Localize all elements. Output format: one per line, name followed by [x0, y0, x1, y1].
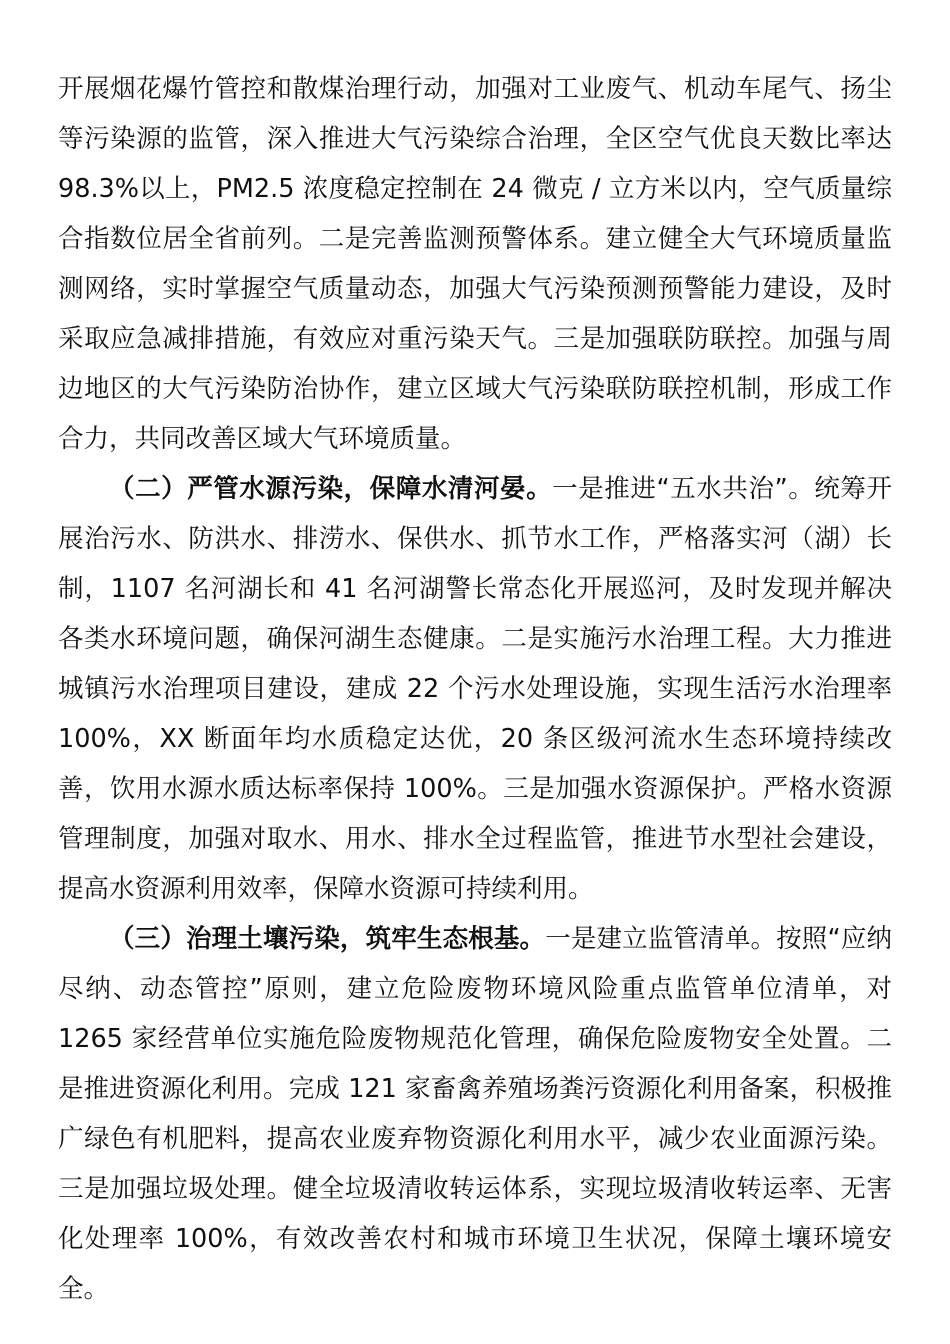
paragraph-soil: [58, 914, 892, 1314]
document-page: [58, 64, 892, 1314]
paragraph-water: [58, 464, 892, 914]
section-heading-water: （二）严管水源污染，保障水清河晏。: [109, 474, 553, 504]
paragraph-body: 开展烟花爆竹管控和散煤治理行动，加强对工业废气、机动车尾气、扬尘等污染源的监管，深入推进大气污染综合治理，全区空气优良天数比率达98.3%以上，PM2.5 浓度稳定控制在 24 微克 / 立方米以内，空气质量综合指数位居全省前列。二是完善监测预警体系。建立健全大气环境质量监测网络，实时掌握空气质量动态，加强大气污染预测预警能力建设，及时采取应急减排措施，有效应对重污染天气。三是加强联防联控。加强与周边地区的大气污染防治协作，建立区域大气污染联防联控机制，形成工作合力，共同改善区域大气环境质量。: [58, 74, 892, 454]
paragraph-air-continued: [58, 64, 892, 464]
paragraph-body: 一是推进“五水共治”。统筹开展治污水、防洪水、排涝水、保供水、抓节水工作，严格落实河（湖）长制，1107 名河湖长和 41 名河湖警长常态化开展巡河，及时发现并解决各类水环境问题，确保河湖生态健康。二是实施污水治理工程。大力推进城镇污水治理项目建设，建成 22 个污水处理设施，实现生活污水治理率100%，XX 断面年均水质稳定达优，20 条区级河流水生态环境持续改善，饮用水源水质达标率保持 100%。三是加强水资源保护。严格水资源管理制度，加强对取水、用水、排水全过程监管，推进节水型社会建设，提高水资源利用效率，保障水资源可持续利用。: [58, 474, 892, 904]
paragraph-body: 一是建立监管清单。按照“应纳尽纳、动态管控”原则，建立危险废物环境风险重点监管单位清单，对1265 家经营单位实施危险废物规范化管理，确保危险废物安全处置。二是推进资源化利用。完成 121 家畜禽养殖场粪污资源化利用备案，积极推广绿色有机肥料，提高农业废弃物资源化利用水平，减少农业面源污染。三是加强垃圾处理。健全垃圾清收转运体系，实现垃圾清收转运率、无害化处理率 100%，有效改善农村和城市环境卫生状况，保障土壤环境安全。: [58, 924, 892, 1304]
section-heading-soil: （三）治理土壤污染，筑牢生态根基。: [109, 924, 546, 954]
